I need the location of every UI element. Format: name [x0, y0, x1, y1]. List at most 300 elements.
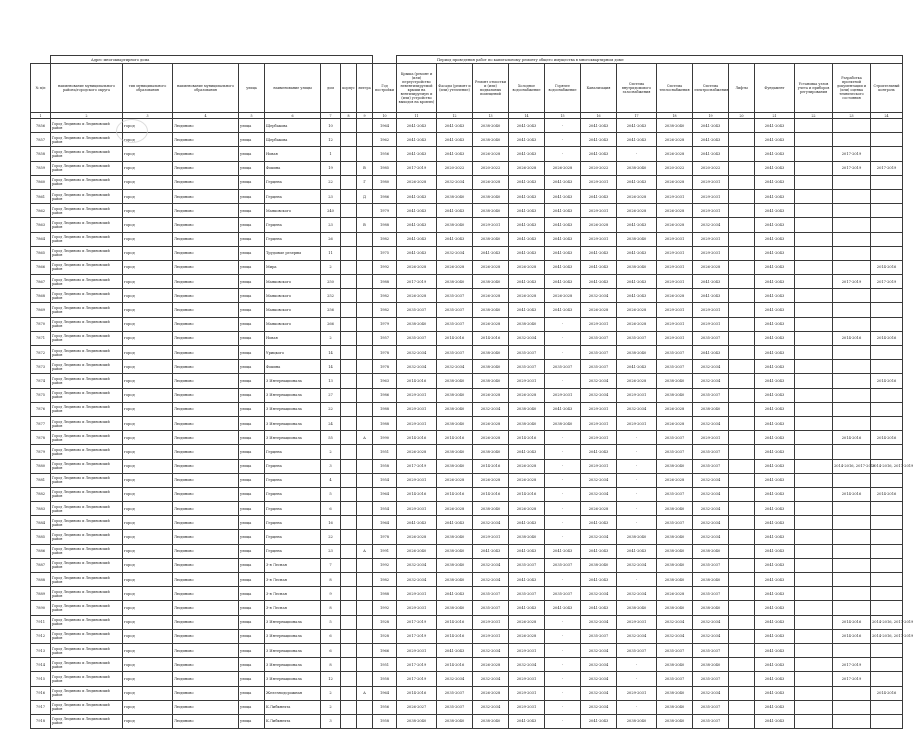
cell-meter [795, 487, 833, 501]
cell-street: Герцена [265, 445, 321, 459]
cell-year: 1992 [373, 558, 397, 572]
cell-korp [341, 573, 357, 587]
cell-proj [833, 601, 871, 615]
cell-heat: 2026-2028 [657, 218, 693, 232]
cell-lift [729, 544, 755, 558]
cell-n: 7861 [31, 189, 51, 203]
cell-gas: 2041-2043 [617, 360, 657, 374]
cell-facade: 2032-2034 [437, 672, 473, 686]
cell-mo: Людиново [173, 189, 239, 203]
cell-facade: 2041-2043 [437, 133, 473, 147]
cell-lift [729, 686, 755, 700]
cell-mo: Людиново [173, 133, 239, 147]
cell-type: город [123, 615, 173, 629]
cell-n: 7877 [31, 416, 51, 430]
cell-meter [795, 260, 833, 274]
cell-elec: 2038-2040 [693, 658, 729, 672]
cell-control [871, 289, 903, 303]
cell-korp [341, 402, 357, 416]
cell-hot: - [545, 119, 581, 133]
cell-lift [729, 700, 755, 714]
cell-elec: 2035-2037 [693, 388, 729, 402]
cell-proj [833, 416, 871, 430]
cell-found: 2041-2043 [755, 232, 795, 246]
cell-cold: 2029-2031 [509, 374, 545, 388]
cell-control: 2014-2016, 2017-2019 [871, 629, 903, 643]
column-number: 2 [51, 113, 123, 119]
table-row [31, 204, 903, 218]
cell-mo: Людиново [173, 275, 239, 289]
table-row [31, 119, 903, 133]
cell-base: 2026-2028 [473, 289, 509, 303]
cell-control: 2014-2016 [871, 374, 903, 388]
cell-street: Фокина [265, 360, 321, 374]
cell-lit [357, 147, 373, 161]
cell-mo: Людиново [173, 516, 239, 530]
cell-year: 1956 [373, 147, 397, 161]
cell-st: улица [239, 502, 265, 516]
cell-elec: 2032-2034 [693, 502, 729, 516]
cell-roof: 2032-2034 [397, 346, 437, 360]
cell-heat: 2029-2031 [657, 232, 693, 246]
cell-st: улица [239, 587, 265, 601]
cell-base: 2038-2040 [473, 374, 509, 388]
cell-control [871, 601, 903, 615]
cell-proj [833, 289, 871, 303]
cell-type: город [123, 161, 173, 175]
cell-hot: - [545, 714, 581, 728]
cell-control [871, 700, 903, 714]
cell-sewer: 2041-2043 [581, 119, 617, 133]
cell-type: город [123, 544, 173, 558]
cell-addr: Город Людиново и Людиновский район [51, 431, 123, 445]
cell-roof: 2017-2019 [397, 672, 437, 686]
cell-meter [795, 714, 833, 728]
cell-year: 1978 [373, 346, 397, 360]
cell-cold: 2026-2028 [509, 473, 545, 487]
cell-type: город [123, 686, 173, 700]
cell-gas: 2038-2040 [617, 530, 657, 544]
cell-house: 6 [321, 643, 341, 657]
cell-control: 2017-2019 [871, 275, 903, 289]
cell-year: 1964 [373, 686, 397, 700]
cell-roof: 2041-2043 [397, 246, 437, 260]
cell-st: улица [239, 658, 265, 672]
cell-control [871, 133, 903, 147]
cell-found: 2041-2043 [755, 402, 795, 416]
cell-st: улица [239, 246, 265, 260]
cell-control [871, 587, 903, 601]
table-row [31, 658, 903, 672]
column-header: Строительный контроль [871, 64, 903, 113]
cell-heat: 2026-2028 [657, 147, 693, 161]
cell-gas: - [617, 459, 657, 473]
cell-n: 7867 [31, 275, 51, 289]
cell-control: 2014-2016 [871, 487, 903, 501]
cell-gas: 2038-2040 [617, 714, 657, 728]
cell-lit [357, 346, 373, 360]
column-number: 11 [397, 113, 437, 119]
cell-korp [341, 615, 357, 629]
cell-st: улица [239, 473, 265, 487]
cell-lit [357, 601, 373, 615]
cell-type: город [123, 119, 173, 133]
cell-year: 1982 [373, 303, 397, 317]
cell-hot: - [545, 317, 581, 331]
cell-cold: 2026-2028 [509, 615, 545, 629]
cell-house: 2 [321, 331, 341, 345]
cell-type: город [123, 658, 173, 672]
cell-house: 266 [321, 317, 341, 331]
cell-korp [341, 544, 357, 558]
cell-house: 10 [321, 119, 341, 133]
cell-type: город [123, 218, 173, 232]
cell-hot: - [545, 516, 581, 530]
cell-heat: 2026-2028 [657, 416, 693, 430]
cell-elec: 2041-2043 [693, 289, 729, 303]
cell-addr: Город Людиново и Людиновский район [51, 317, 123, 331]
cell-base: 2032-2034 [473, 558, 509, 572]
cell-hot: - [545, 374, 581, 388]
cell-hot: - [545, 643, 581, 657]
cell-sewer: 2032-2034 [581, 473, 617, 487]
cell-proj: 2017-2019 [833, 161, 871, 175]
cell-sewer: 2041-2043 [581, 714, 617, 728]
cell-korp [341, 289, 357, 303]
cell-roof: 2029-2031 [397, 402, 437, 416]
cell-year: 1982 [373, 573, 397, 587]
cell-mo: Людиново [173, 402, 239, 416]
cell-heat: 2035-2037 [657, 643, 693, 657]
table-row [31, 587, 903, 601]
cell-type: город [123, 260, 173, 274]
cell-year: 1964 [373, 516, 397, 530]
cell-sewer: 2041-2043 [581, 260, 617, 274]
cell-gas: - [617, 473, 657, 487]
cell-lift [729, 416, 755, 430]
table-row [31, 615, 903, 629]
cell-control [871, 658, 903, 672]
cell-base: 2029-2031 [473, 530, 509, 544]
cell-year: 1982 [373, 232, 397, 246]
cell-street: Герцена [265, 218, 321, 232]
cell-street: Герцена [265, 473, 321, 487]
cell-meter [795, 459, 833, 473]
cell-proj [833, 218, 871, 232]
cell-meter [795, 658, 833, 672]
cell-type: город [123, 714, 173, 728]
cell-korp [341, 147, 357, 161]
cell-elec: 2038-2040 [693, 601, 729, 615]
cell-meter [795, 643, 833, 657]
cell-house: 23 [321, 189, 341, 203]
cell-roof: 2026-2027 [397, 700, 437, 714]
cell-hot: - [545, 331, 581, 345]
cell-cold: 2026-2028 [509, 289, 545, 303]
cell-control [871, 530, 903, 544]
cell-cold: 2026-2028 [509, 502, 545, 516]
cell-found: 2041-2043 [755, 487, 795, 501]
cell-year: 1954 [373, 473, 397, 487]
cell-meter [795, 686, 833, 700]
cell-gas: 2032-2034 [617, 558, 657, 572]
cell-n: 7857 [31, 133, 51, 147]
cell-addr: Город Людиново и Людиновский район [51, 714, 123, 728]
cell-type: город [123, 459, 173, 473]
cell-cold: 2032-2034 [509, 658, 545, 672]
cell-year: 1988 [373, 402, 397, 416]
cell-facade: 2038-2040 [437, 544, 473, 558]
cell-found: 2041-2043 [755, 246, 795, 260]
cell-year: 1985 [373, 161, 397, 175]
cell-lift [729, 189, 755, 203]
cell-house: 12 [321, 133, 341, 147]
cell-elec: 2035-2037 [693, 558, 729, 572]
cell-found: 2041-2043 [755, 587, 795, 601]
cell-lift [729, 303, 755, 317]
cell-lit: В [357, 218, 373, 232]
cell-sewer: 2029-2031 [581, 431, 617, 445]
cell-hot: - [545, 573, 581, 587]
cell-meter [795, 204, 833, 218]
cell-n: 7856 [31, 119, 51, 133]
table-row [31, 346, 903, 360]
cell-house: 6 [321, 502, 341, 516]
cell-lift [729, 388, 755, 402]
cell-heat: 2035-2037 [657, 516, 693, 530]
cell-addr: Город Людиново и Людиновский район [51, 445, 123, 459]
cell-sewer: 2032-2034 [581, 530, 617, 544]
cell-korp [341, 119, 357, 133]
cell-n: 7872 [31, 346, 51, 360]
table-row [31, 147, 903, 161]
cell-st: улица [239, 601, 265, 615]
cell-roof: 2026-2028 [397, 445, 437, 459]
cell-sewer: 2032-2034 [581, 700, 617, 714]
cell-street: Маяковского [265, 275, 321, 289]
cell-proj [833, 643, 871, 657]
column-number: 19 [693, 113, 729, 119]
cell-control [871, 672, 903, 686]
cell-meter [795, 161, 833, 175]
cell-control [871, 516, 903, 530]
cell-type: город [123, 502, 173, 516]
cell-heat: 2035-2037 [657, 672, 693, 686]
cell-addr: Город Людиново и Людиновский район [51, 459, 123, 473]
cell-house: 22 [321, 402, 341, 416]
cell-addr: Город Людиново и Людиновский район [51, 502, 123, 516]
cell-base: 2014-2016 [473, 459, 509, 473]
cell-roof: 2041-2043 [397, 232, 437, 246]
cell-hot: 2026-2028 [545, 161, 581, 175]
cell-street: Новая [265, 147, 321, 161]
cell-house: 7 [321, 558, 341, 572]
cell-gas: - [617, 445, 657, 459]
cell-type: город [123, 317, 173, 331]
cell-found: 2041-2043 [755, 303, 795, 317]
table-row [31, 303, 903, 317]
cell-sewer: 2029-2031 [581, 232, 617, 246]
cell-year: 1957 [373, 331, 397, 345]
cell-meter [795, 147, 833, 161]
cell-elec: 2041-2043 [693, 119, 729, 133]
cell-house: 6 [321, 629, 341, 643]
cell-hot: - [545, 473, 581, 487]
cell-base: 2038-2040 [473, 119, 509, 133]
column-header: Система теплоснабжения [657, 64, 693, 113]
cell-year: 1951 [373, 445, 397, 459]
cell-korp [341, 232, 357, 246]
cell-proj [833, 388, 871, 402]
cell-addr: Город Людиново и Людиновский район [51, 672, 123, 686]
cell-hot: 2029-2031 [545, 388, 581, 402]
cell-street: Герцена [265, 459, 321, 473]
cell-found: 2041-2043 [755, 530, 795, 544]
cell-control: 2014-2016 [871, 260, 903, 274]
cell-control [871, 119, 903, 133]
cell-street: Маяковского [265, 204, 321, 218]
cell-addr: Город Людиново и Людиновский район [51, 487, 123, 501]
cell-lift [729, 516, 755, 530]
cell-lift [729, 360, 755, 374]
cell-roof: 2014-2016 [397, 431, 437, 445]
cell-base: 2020-2022 [473, 161, 509, 175]
cell-street: Щербакова [265, 133, 321, 147]
column-header: литера [357, 64, 373, 113]
cell-proj [833, 502, 871, 516]
cell-house: 8 [321, 573, 341, 587]
cell-sewer: 2032-2034 [581, 615, 617, 629]
cell-lift [729, 133, 755, 147]
cell-korp [341, 445, 357, 459]
table-row [31, 360, 903, 374]
cell-type: город [123, 275, 173, 289]
cell-lift [729, 402, 755, 416]
cell-korp [341, 686, 357, 700]
cell-house: 22 [321, 175, 341, 189]
cell-lit [357, 502, 373, 516]
cell-street: Герцена [265, 232, 321, 246]
cell-lit [357, 714, 373, 728]
table-row [31, 218, 903, 232]
column-number: 6 [265, 113, 321, 119]
cell-base: 2038-2040 [473, 502, 509, 516]
cell-year: 1951 [373, 658, 397, 672]
cell-hot: - [545, 147, 581, 161]
table-row [31, 232, 903, 246]
cell-proj [833, 232, 871, 246]
cell-elec: 2035-2037 [693, 445, 729, 459]
cell-street: Трудовые резервы [265, 246, 321, 260]
table-row [31, 175, 903, 189]
cell-elec: 2032-2034 [693, 487, 729, 501]
column-number: 4 [173, 113, 239, 119]
cell-mo: Людиново [173, 360, 239, 374]
cell-st: улица [239, 133, 265, 147]
cell-facade: 2014-2016 [437, 487, 473, 501]
cell-gas: - [617, 516, 657, 530]
cell-lift [729, 445, 755, 459]
cell-base: 2026-2028 [473, 317, 509, 331]
cell-roof: 2041-2043 [397, 218, 437, 232]
cell-sewer: 2020-2022 [581, 161, 617, 175]
cell-sewer: 2026-2028 [581, 502, 617, 516]
cell-heat: 2035-2037 [657, 360, 693, 374]
cell-n: 7886 [31, 544, 51, 558]
cell-korp [341, 473, 357, 487]
cell-hot: - [545, 459, 581, 473]
cell-sewer: 2032-2034 [581, 289, 617, 303]
cell-control [871, 346, 903, 360]
cell-n: 7889 [31, 587, 51, 601]
cell-found: 2041-2043 [755, 658, 795, 672]
cell-house: 2 [321, 700, 341, 714]
cell-type: город [123, 416, 173, 430]
cell-type: город [123, 601, 173, 615]
cell-gas: 2032-2034 [617, 402, 657, 416]
cell-n: 7911 [31, 615, 51, 629]
cell-cold: 2038-2040 [509, 530, 545, 544]
cell-sewer: 2032-2034 [581, 658, 617, 672]
cell-type: город [123, 175, 173, 189]
cell-facade: 2014-2016 [437, 629, 473, 643]
cell-roof: 2041-2043 [397, 204, 437, 218]
cell-n: 7888 [31, 573, 51, 587]
cell-addr: Город Людиново и Людиновский район [51, 289, 123, 303]
cell-addr: Город Людиново и Людиновский район [51, 218, 123, 232]
cell-sewer: 2032-2034 [581, 672, 617, 686]
cell-hot: 2041-2043 [545, 175, 581, 189]
cell-proj [833, 119, 871, 133]
cell-found: 2041-2043 [755, 558, 795, 572]
cell-house: 23 [321, 218, 341, 232]
cell-house: 2 [321, 686, 341, 700]
cell-type: город [123, 360, 173, 374]
cell-hot: - [545, 615, 581, 629]
cell-proj: 2014-2016 [833, 615, 871, 629]
cell-meter [795, 133, 833, 147]
cell-cold: 2014-2016 [509, 487, 545, 501]
cell-elec: 2026-2028 [693, 260, 729, 274]
cell-cold: 2026-2028 [509, 388, 545, 402]
column-number: 7 [321, 113, 341, 119]
cell-year: 1980 [373, 175, 397, 189]
cell-meter [795, 700, 833, 714]
cell-control [871, 317, 903, 331]
cell-house: 9 [321, 587, 341, 601]
cell-n: 7884 [31, 516, 51, 530]
cell-mo: Людиново [173, 473, 239, 487]
cell-gas: - [617, 573, 657, 587]
cell-cold: 2041-2043 [509, 445, 545, 459]
cell-lift [729, 346, 755, 360]
cell-roof: 2029-2031 [397, 643, 437, 657]
cell-proj [833, 686, 871, 700]
cell-cold: 2041-2043 [509, 133, 545, 147]
cell-mo: Людиново [173, 643, 239, 657]
cell-cold: 2041-2043 [509, 544, 545, 558]
cell-found: 2041-2043 [755, 260, 795, 274]
cell-facade: 2035-2037 [437, 686, 473, 700]
cell-control [871, 218, 903, 232]
cell-heat: 2029-2031 [657, 317, 693, 331]
cell-lit: А [357, 686, 373, 700]
cell-base: 2035-2037 [473, 587, 509, 601]
cell-n: 7882 [31, 487, 51, 501]
cell-st: улица [239, 544, 265, 558]
cell-cold: 2041-2043 [509, 714, 545, 728]
cell-n: 7871 [31, 331, 51, 345]
